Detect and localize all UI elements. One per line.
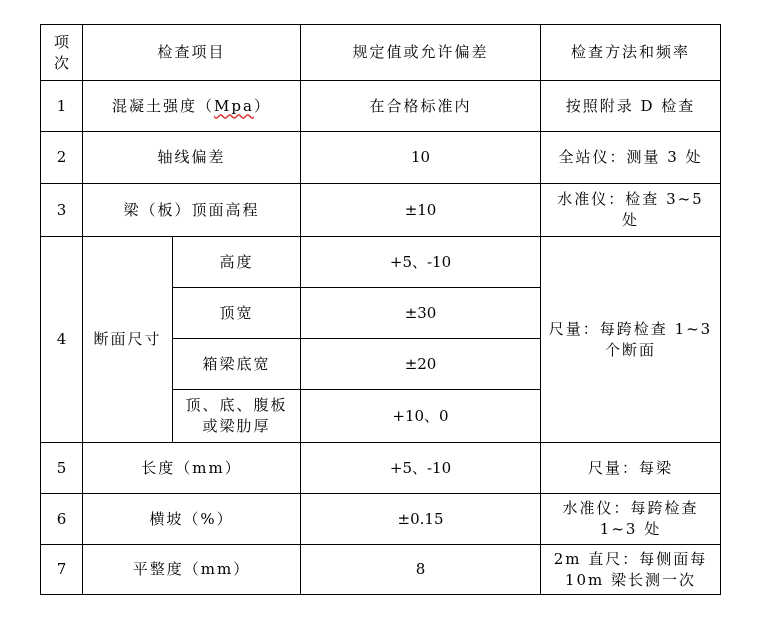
header-check-item: 检查项目 (83, 25, 301, 81)
row-method: 尺量：每跨检查 1~3 个断面 (541, 237, 721, 443)
row-tolerance: ±10 (301, 184, 541, 237)
row-no: 1 (41, 81, 83, 132)
table-row (41, 494, 721, 545)
sub-tolerance: +10、0 (301, 390, 541, 443)
sub-tolerance: ±20 (301, 339, 541, 390)
row-method: 水准仪：检查 3~5 处 (541, 184, 721, 237)
table-row (41, 237, 721, 288)
spec-table (40, 24, 721, 595)
row-item: 平整度（mm） (83, 545, 301, 595)
sub-tolerance: ±30 (301, 288, 541, 339)
header-item-no-text: 项次 (53, 32, 69, 72)
row-item-prefix: 混凝土强度（ (112, 96, 215, 115)
row-tolerance: 10 (301, 132, 541, 184)
row-no: 2 (41, 132, 83, 184)
row-item: 横坡（%） (83, 494, 301, 545)
table-row (41, 443, 721, 494)
header-method: 检查方法和频率 (541, 25, 721, 81)
row-tolerance: 在合格标准内 (301, 81, 541, 132)
row-method: 尺量：每梁 (541, 443, 721, 494)
table-row (41, 184, 721, 237)
row-tolerance: 8 (301, 545, 541, 595)
row-no: 4 (41, 237, 83, 443)
row-tolerance: ±0.15 (301, 494, 541, 545)
header-row (41, 25, 721, 81)
header-item-no (41, 25, 83, 81)
row-method: 按照附录 D 检查 (541, 81, 721, 132)
table-row (41, 545, 721, 595)
row-item (83, 81, 301, 132)
row-group: 断面尺寸 (83, 237, 173, 443)
row-item-suffix: ） (253, 96, 271, 115)
sub-item: 箱梁底宽 (173, 339, 301, 390)
row-no: 7 (41, 545, 83, 595)
row-method: 2m 直尺：每侧面每 10m 梁长测一次 (541, 545, 721, 595)
sub-item: 顶宽 (173, 288, 301, 339)
row-no: 3 (41, 184, 83, 237)
row-method: 全站仪：测量 3 处 (541, 132, 721, 184)
row-item: 梁（板）顶面高程 (83, 184, 301, 237)
row-item: 轴线偏差 (83, 132, 301, 184)
row-item: 长度（mm） (83, 443, 301, 494)
row-tolerance: +5、-10 (301, 443, 541, 494)
sub-item: 高度 (173, 237, 301, 288)
table-row (41, 81, 721, 132)
row-no: 5 (41, 443, 83, 494)
sub-item: 顶、底、腹板或梁肋厚 (173, 390, 301, 443)
table-row (41, 132, 721, 184)
row-item-unit: Mpa (214, 96, 254, 115)
row-no: 6 (41, 494, 83, 545)
row-method: 水准仪：每跨检查 1~3 处 (541, 494, 721, 545)
header-tolerance: 规定值或允许偏差 (301, 25, 541, 81)
sub-tolerance: +5、-10 (301, 237, 541, 288)
